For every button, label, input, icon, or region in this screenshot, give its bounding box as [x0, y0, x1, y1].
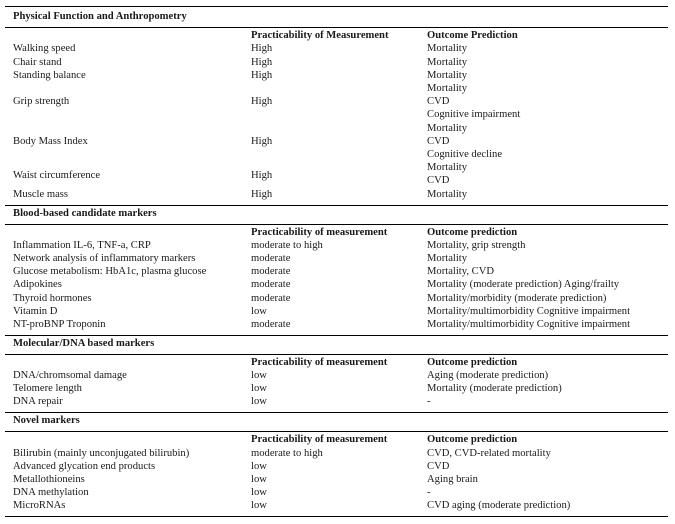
table-row-outcome: Aging brain [427, 474, 478, 485]
table-row-outcome: CVD, CVD-related mortality [427, 448, 551, 459]
column-header-outcome: Outcome prediction [427, 434, 518, 445]
table-row-marker: Thyroid hormones [13, 293, 92, 304]
table-row-practicability: High [251, 96, 273, 107]
section-4-top-rule [5, 412, 668, 413]
table-row-marker: MicroRNAs [13, 500, 66, 511]
table-row-outcome: Mortality [427, 57, 468, 68]
table-row-marker: DNA repair [13, 396, 63, 407]
table-row-practicability: moderate [251, 279, 291, 290]
table-row-marker: Standing balance [13, 70, 86, 81]
table-row-practicability: moderate [251, 319, 291, 330]
table-row-outcome: - [427, 487, 431, 498]
section-2-title-rule [5, 224, 668, 225]
table-row-outcome: Mortality, CVD [427, 266, 494, 277]
table-row-outcome: Mortality [427, 162, 468, 173]
table-row-practicability: moderate to high [251, 240, 323, 251]
table-row-outcome: Mortality, grip strength [427, 240, 526, 251]
table-row-practicability: low [251, 306, 267, 317]
section-3-top-rule [5, 335, 668, 336]
column-header-practicability: Practicability of measurement [251, 227, 388, 238]
table-row-marker: Waist circumference [13, 170, 101, 181]
table-row-marker: Advanced glycation end products [13, 461, 156, 472]
table-row-outcome: Aging (moderate prediction) [427, 370, 549, 381]
table-row-practicability: moderate [251, 293, 291, 304]
table-row-practicability: High [251, 136, 273, 147]
table-row-outcome: Mortality/multimorbidity Cognitive impairment [427, 319, 631, 330]
table-row-outcome: Mortality (moderate prediction) Aging/frailty [427, 279, 620, 290]
section-3-title-rule [5, 354, 668, 355]
table-row-marker: Walking speed [13, 43, 76, 54]
table-row-practicability: moderate [251, 253, 291, 264]
table-row-practicability: low [251, 474, 267, 485]
column-header-practicability: Practicability of Measurement [251, 30, 389, 41]
table-row-practicability: High [251, 189, 273, 200]
table-row-outcome: Cognitive impairment [427, 109, 521, 120]
table-row-marker: NT-proBNP Troponin [13, 319, 106, 330]
table-row-practicability: low [251, 461, 267, 472]
section-2-top-rule [5, 205, 668, 206]
table-row-outcome: Cognitive decline [427, 149, 503, 160]
column-header-practicability: Practicability of measurement [251, 357, 388, 368]
table-row-outcome: CVD [427, 461, 450, 472]
table-row-marker: DNA/chromsomal damage [13, 370, 127, 381]
table-row-practicability: moderate [251, 266, 291, 277]
table-row-marker: Inflammation IL-6, TNF-a, CRP [13, 240, 151, 251]
table-top-rule [5, 6, 668, 7]
column-header-outcome: Outcome prediction [427, 227, 518, 238]
table-row-marker: Muscle mass [13, 189, 69, 200]
table-row-outcome: Mortality [427, 253, 468, 264]
table-row-marker: Bilirubin (mainly unconjugated bilirubin) [13, 448, 190, 459]
table-row-marker: Grip strength [13, 96, 70, 107]
table-row-marker: Adipokines [13, 279, 62, 290]
table-row-practicability: High [251, 43, 273, 54]
table-row-marker: Metallothioneins [13, 474, 85, 485]
table-row-outcome: Mortality/multimorbidity Cognitive impairment [427, 306, 631, 317]
table-row-practicability: low [251, 487, 267, 498]
table-row-outcome: CVD [427, 136, 450, 147]
table-row-practicability: High [251, 170, 273, 181]
table-row-outcome: CVD [427, 96, 450, 107]
table-row-outcome: Mortality [427, 189, 468, 200]
table-row-marker: Network analysis of inflammatory markers [13, 253, 196, 264]
table-row-outcome: Mortality [427, 70, 468, 81]
table-row-outcome: CVD [427, 175, 450, 186]
table-row-outcome: Mortality/morbidity (moderate prediction) [427, 293, 607, 304]
table-row-practicability: low [251, 370, 267, 381]
table-row-practicability: low [251, 383, 267, 394]
table-bottom-rule [5, 516, 668, 517]
table-row-marker: DNA methylation [13, 487, 89, 498]
section-1-title-rule [5, 27, 668, 28]
table-row-practicability: low [251, 500, 267, 511]
table-row-outcome: - [427, 396, 431, 407]
column-header-practicability: Practicability of measurement [251, 434, 388, 445]
section-4-title-rule [5, 431, 668, 432]
table-row-marker: Telomere length [13, 383, 82, 394]
table-row-outcome: CVD aging (moderate prediction) [427, 500, 571, 511]
table-row-practicability: low [251, 396, 267, 407]
column-header-outcome: Outcome Prediction [427, 30, 518, 41]
table-row-outcome: Mortality (moderate prediction) [427, 383, 562, 394]
column-header-outcome: Outcome prediction [427, 357, 518, 368]
table-row-practicability: High [251, 70, 273, 81]
table-row-marker: Body Mass Index [13, 136, 88, 147]
table-row-marker: Glucose metabolism: HbA1c, plasma glucose [13, 266, 207, 277]
table-row-practicability: High [251, 57, 273, 68]
section-title: Blood-based candidate markers [13, 208, 157, 219]
table-row-practicability: moderate to high [251, 448, 323, 459]
section-title: Molecular/DNA based markers [13, 338, 155, 349]
table-row-marker: Vitamin D [13, 306, 58, 317]
table-row-outcome: Mortality [427, 123, 468, 134]
table-row-outcome: Mortality [427, 83, 468, 94]
table-row-outcome: Mortality [427, 43, 468, 54]
table-row-marker: Chair stand [13, 57, 62, 68]
section-title: Novel markers [13, 415, 80, 426]
section-title: Physical Function and Anthropometry [13, 11, 187, 22]
